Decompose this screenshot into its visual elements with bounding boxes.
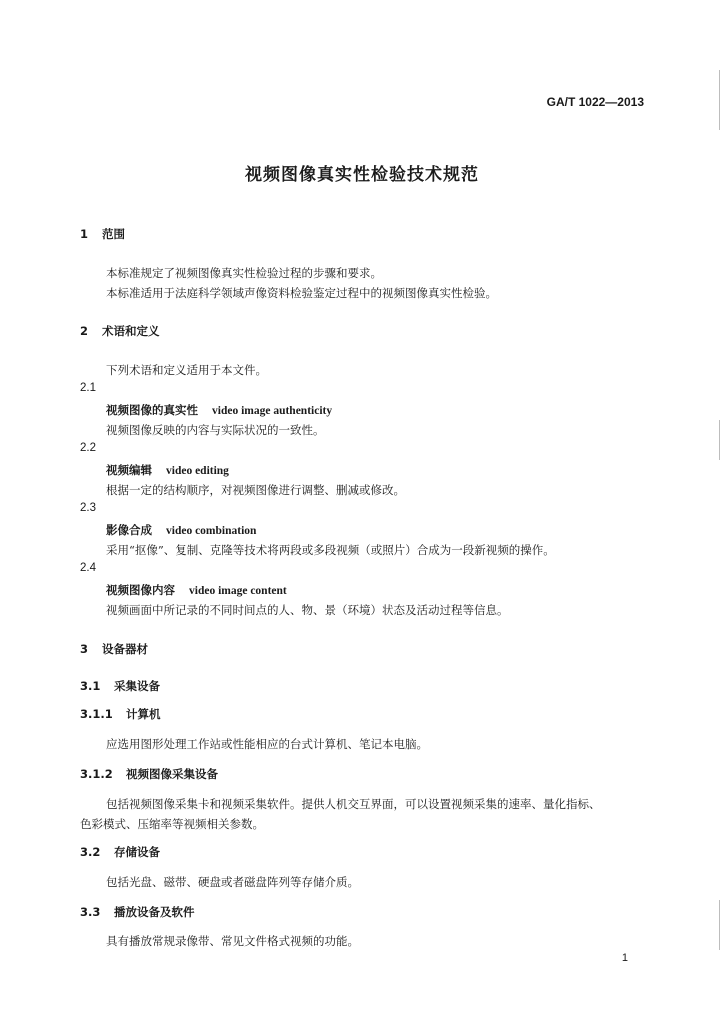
scan-edge-mark xyxy=(719,900,720,950)
paragraph: 具有播放常规录像带、常见文件格式视频的功能。 xyxy=(106,934,359,948)
term-en: video image content xyxy=(189,585,287,597)
section-title: 设备器材 xyxy=(102,642,148,656)
subsection-3-1-2-heading xyxy=(80,766,218,782)
section-title: 播放设备及软件 xyxy=(114,905,195,919)
paragraph: 包括视频图像采集卡和视频采集软件。提供人机交互界面，可以设置视频采集的速率、量化指标、 xyxy=(106,797,601,811)
term-number: 2.2 xyxy=(80,442,96,454)
paragraph: 色彩模式、压缩率等视频相关参数。 xyxy=(80,817,264,831)
paragraph: 本标准适用于法庭科学领域声像资料检验鉴定过程中的视频图像真实性检验。 xyxy=(106,286,497,300)
section-2-heading xyxy=(80,323,160,339)
section-title: 计算机 xyxy=(126,707,161,721)
section-title: 采集设备 xyxy=(114,679,160,693)
term-number: 2.4 xyxy=(80,562,96,574)
term-definition: 采用“抠像”、复制、克隆等技术将两段或多段视频（或照片）合成为一段新视频的操作。 xyxy=(106,543,555,557)
term-heading xyxy=(106,522,256,538)
term-heading xyxy=(106,462,229,478)
section-number: 3.3 xyxy=(80,905,101,919)
scan-edge-mark xyxy=(719,420,720,460)
term-zh: 视频图像内容 xyxy=(106,583,175,597)
section-number: 3.1.1 xyxy=(80,707,113,721)
scan-edge-mark xyxy=(719,70,720,130)
section-number: 3.2 xyxy=(80,845,101,859)
term-zh: 视频编辑 xyxy=(106,463,152,477)
section-3-heading xyxy=(80,641,148,657)
subsection-3-3-heading xyxy=(80,904,195,920)
term-heading xyxy=(106,402,332,418)
standard-code: GA/T 1022—2013 xyxy=(546,95,644,109)
paragraph: 下列术语和定义适用于本文件。 xyxy=(106,363,267,377)
term-definition: 视频画面中所记录的不同时间点的人、物、景（环境）状态及活动过程等信息。 xyxy=(106,603,509,617)
term-zh: 影像合成 xyxy=(106,523,152,537)
section-number: 1 xyxy=(80,227,89,241)
section-number: 3 xyxy=(80,642,89,656)
term-en: video combination xyxy=(166,525,257,537)
section-number: 2 xyxy=(80,324,89,338)
section-number: 3.1.2 xyxy=(80,767,113,781)
term-definition: 视频图像反映的内容与实际状况的一致性。 xyxy=(106,423,325,437)
term-zh: 视频图像的真实性 xyxy=(106,403,198,417)
term-number: 2.3 xyxy=(80,502,96,514)
term-en: video editing xyxy=(166,465,229,477)
term-heading xyxy=(106,582,287,598)
paragraph: 本标准规定了视频图像真实性检验过程的步骤和要求。 xyxy=(106,266,382,280)
subsection-3-1-heading xyxy=(80,678,160,694)
paragraph: 包括光盘、磁带、硬盘或者磁盘阵列等存储介质。 xyxy=(106,875,359,889)
term-definition: 根据一定的结构顺序，对视频图像进行调整、删减或修改。 xyxy=(106,483,405,497)
paragraph: 应选用图形处理工作站或性能相应的台式计算机、笔记本电脑。 xyxy=(106,737,428,751)
section-title: 存储设备 xyxy=(114,845,160,859)
subsection-3-2-heading xyxy=(80,844,160,860)
section-1-heading xyxy=(80,226,125,242)
section-title: 术语和定义 xyxy=(102,324,160,338)
term-en: video image authenticity xyxy=(212,405,333,417)
term-number: 2.1 xyxy=(80,382,96,394)
subsection-3-1-1-heading xyxy=(80,706,161,722)
page-number: 1 xyxy=(621,952,628,964)
section-title: 视频图像采集设备 xyxy=(126,767,218,781)
document-title: 视频图像真实性检验技术规范 xyxy=(245,165,479,185)
section-number: 3.1 xyxy=(80,679,101,693)
section-title: 范围 xyxy=(102,227,125,241)
